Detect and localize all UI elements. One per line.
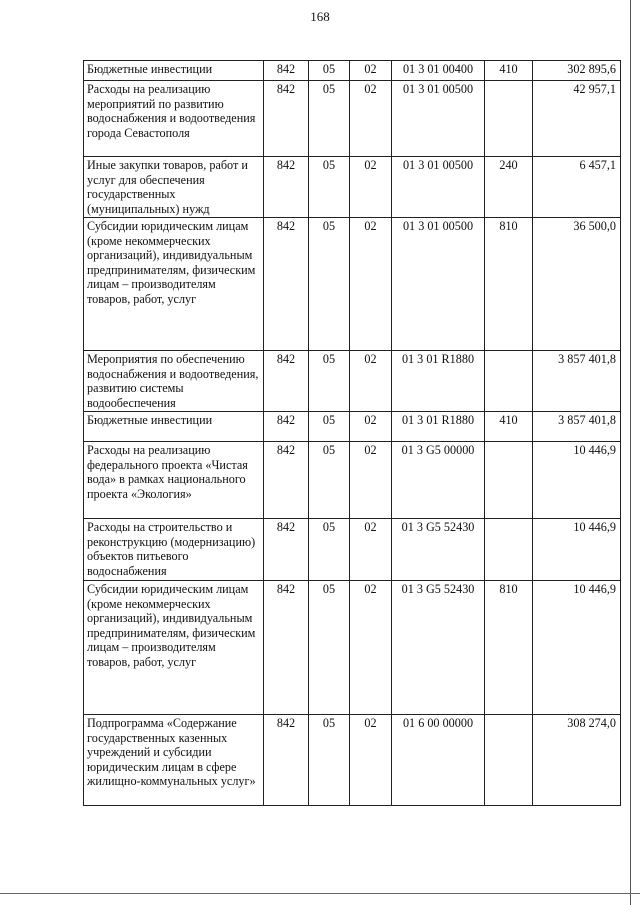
- expense-type-code: [485, 442, 533, 519]
- ministry-code: 842: [264, 442, 309, 519]
- table-row: [84, 442, 621, 519]
- ministry-code: 842: [264, 351, 309, 412]
- target-code: 01 3 01 00500: [392, 157, 485, 218]
- amount: 302 895,6: [533, 61, 621, 81]
- target-code: 01 3 G5 00000: [392, 442, 485, 519]
- table-row: [84, 715, 621, 806]
- table-row: [84, 581, 621, 715]
- section-code: 05: [309, 412, 350, 442]
- amount: 6 457,1: [533, 157, 621, 218]
- target-code: 01 3 01 00500: [392, 81, 485, 157]
- expense-type-code: 410: [485, 61, 533, 81]
- subsection-code: 02: [350, 519, 392, 581]
- subsection-code: 02: [350, 157, 392, 218]
- row-name: Расходы на реализацию федерального проекта «Чистая вода» в рамках национального проекта «Экология»: [84, 442, 264, 519]
- section-code: 05: [309, 81, 350, 157]
- row-name: Субсидии юридическим лицам (кроме некоммерческих организаций), индивидуальным предпринимателям, физическим лицам – производителям товаров, работ, услуг: [84, 581, 264, 715]
- amount: 308 274,0: [533, 715, 621, 806]
- budget-table-body: [84, 61, 621, 806]
- amount: 10 446,9: [533, 442, 621, 519]
- subsection-code: 02: [350, 715, 392, 806]
- expense-type-code: 240: [485, 157, 533, 218]
- page-number: 168: [310, 9, 330, 24]
- subsection-code: 02: [350, 581, 392, 715]
- section-code: 05: [309, 715, 350, 806]
- target-code: 01 3 01 00400: [392, 61, 485, 81]
- ministry-code: 842: [264, 61, 309, 81]
- row-name: Бюджетные инвестиции: [84, 61, 264, 81]
- amount: 3 857 401,8: [533, 351, 621, 412]
- section-code: 05: [309, 442, 350, 519]
- expense-type-code: 810: [485, 218, 533, 351]
- expense-type-code: 410: [485, 412, 533, 442]
- expense-type-code: [485, 519, 533, 581]
- amount: 36 500,0: [533, 218, 621, 351]
- amount: 10 446,9: [533, 581, 621, 715]
- ministry-code: 842: [264, 581, 309, 715]
- expense-type-code: [485, 351, 533, 412]
- target-code: 01 3 01 R1880: [392, 351, 485, 412]
- ministry-code: 842: [264, 519, 309, 581]
- target-code: 01 3 G5 52430: [392, 519, 485, 581]
- amount: 10 446,9: [533, 519, 621, 581]
- subsection-code: 02: [350, 442, 392, 519]
- section-code: 05: [309, 519, 350, 581]
- row-name: Расходы на строительство и реконструкцию (модернизацию) объектов питьевого водоснабжения: [84, 519, 264, 581]
- subsection-code: 02: [350, 61, 392, 81]
- row-name: Бюджетные инвестиции: [84, 412, 264, 442]
- subsection-code: 02: [350, 218, 392, 351]
- target-code: 01 3 01 R1880: [392, 412, 485, 442]
- row-name: Подпрограмма «Содержание государственных казенных учреждений и субсидии юридическим лицам в сфере жилищно-коммунальных услуг»: [84, 715, 264, 806]
- ministry-code: 842: [264, 81, 309, 157]
- scan-edge-bottom: [0, 893, 640, 894]
- row-name: Иные закупки товаров, работ и услуг для обеспечения государственных (муниципальных) нужд: [84, 157, 264, 218]
- table-row: [84, 351, 621, 412]
- ministry-code: 842: [264, 218, 309, 351]
- table-row: [84, 519, 621, 581]
- target-code: 01 6 00 00000: [392, 715, 485, 806]
- target-code: 01 3 01 00500: [392, 218, 485, 351]
- row-name: Мероприятия по обеспечению водоснабжения и водоотведения, развитию системы водообеспечения: [84, 351, 264, 412]
- section-code: 05: [309, 351, 350, 412]
- table-row: [84, 81, 621, 157]
- section-code: 05: [309, 581, 350, 715]
- expense-type-code: [485, 81, 533, 157]
- table-row: [84, 412, 621, 442]
- subsection-code: 02: [350, 412, 392, 442]
- subsection-code: 02: [350, 351, 392, 412]
- ministry-code: 842: [264, 412, 309, 442]
- expense-type-code: 810: [485, 581, 533, 715]
- expense-type-code: [485, 715, 533, 806]
- budget-table: [83, 60, 621, 806]
- row-name: Расходы на реализацию мероприятий по развитию водоснабжения и водоотведения города Севастополя: [84, 81, 264, 157]
- ministry-code: 842: [264, 715, 309, 806]
- table-row: [84, 61, 621, 81]
- table-row: [84, 218, 621, 351]
- table-row: [84, 157, 621, 218]
- scan-edge-right: [630, 0, 631, 905]
- section-code: 05: [309, 218, 350, 351]
- amount: 42 957,1: [533, 81, 621, 157]
- section-code: 05: [309, 157, 350, 218]
- amount: 3 857 401,8: [533, 412, 621, 442]
- section-code: 05: [309, 61, 350, 81]
- row-name: Субсидии юридическим лицам (кроме некоммерческих организаций), индивидуальным предпринимателям, физическим лицам – производителям товаров, работ, услуг: [84, 218, 264, 351]
- subsection-code: 02: [350, 81, 392, 157]
- ministry-code: 842: [264, 157, 309, 218]
- target-code: 01 3 G5 52430: [392, 581, 485, 715]
